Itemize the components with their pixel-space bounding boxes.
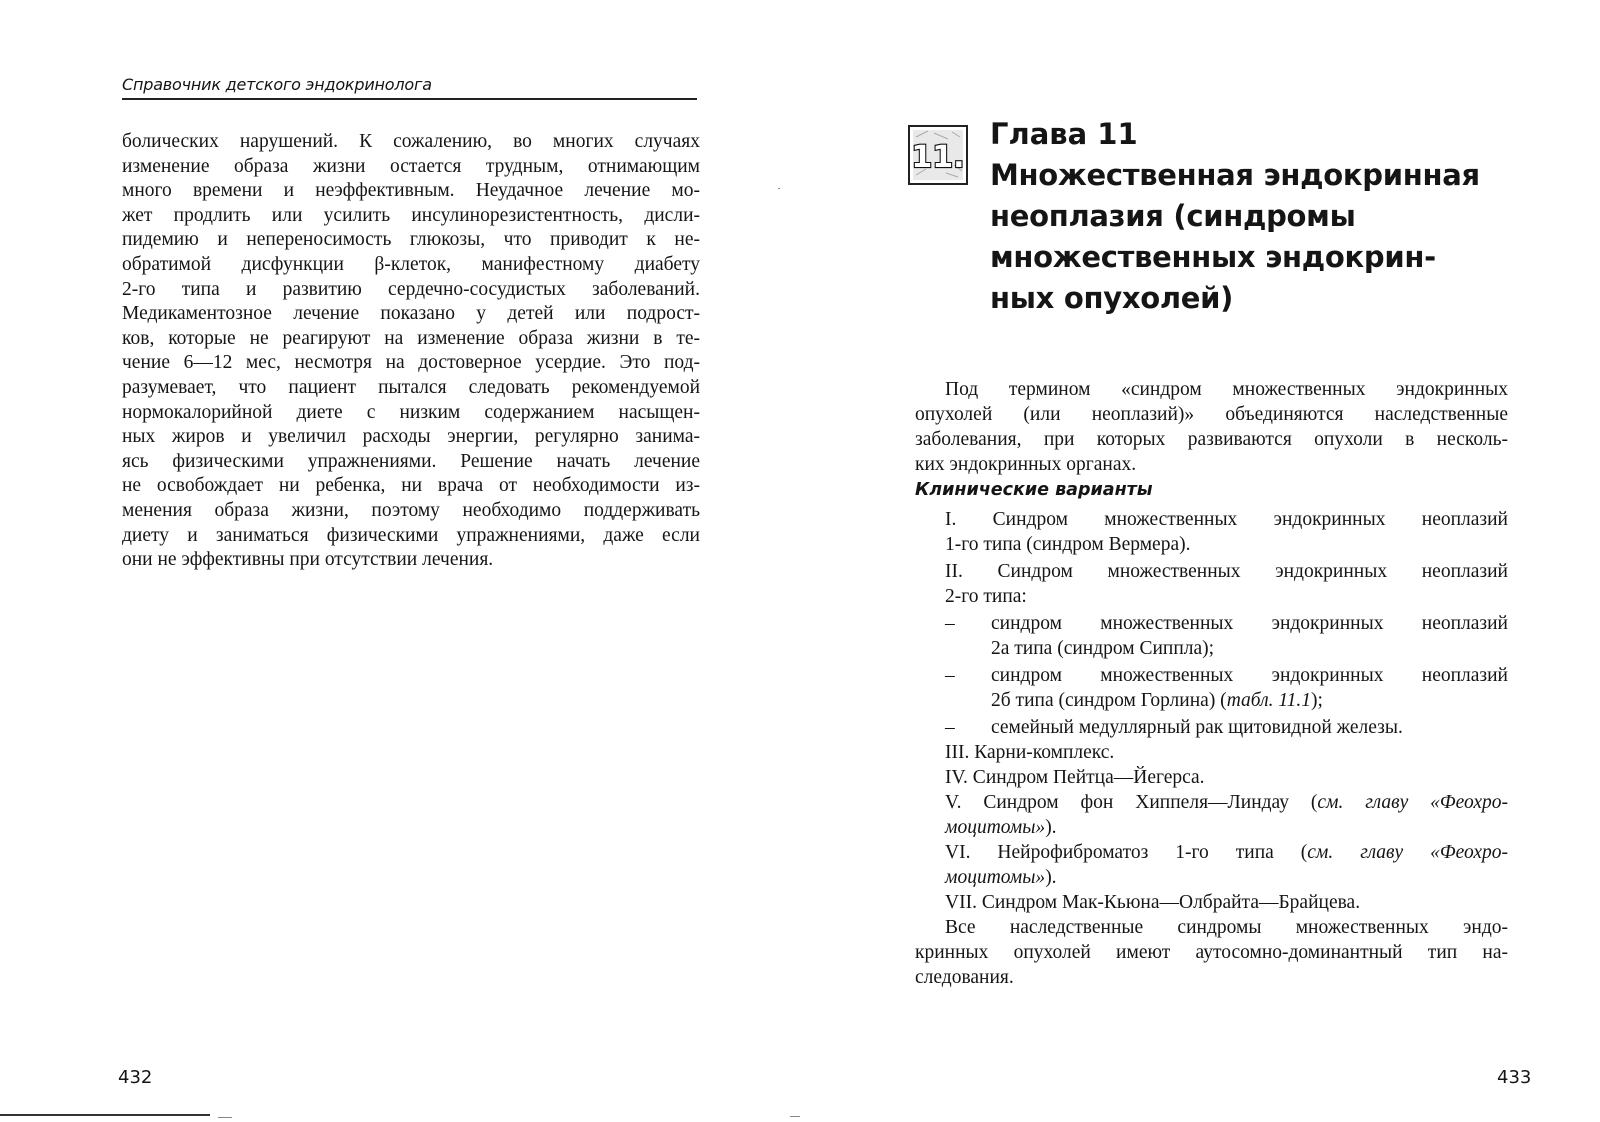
body-line: ков, которые не реагируют на изменение образа жизни в те- <box>122 327 700 349</box>
chapter-title-line: неоплазия (синдромы <box>990 199 1356 233</box>
body-line: пидемию и непереносимость глюкозы, что приводит к не- <box>122 229 700 251</box>
list-item-iv: IV. Синдром Пейтца—Йегерса. <box>945 767 1205 788</box>
chapter-badge-number: 11. <box>911 140 965 175</box>
chapter-reference: см. главу «Феохро- <box>1317 792 1509 813</box>
sublist-text: семейный медуллярный рак щитовидной железы. <box>991 717 1403 738</box>
chapter-title-line: Множественная эндокринная <box>990 158 1480 192</box>
body-line: менения образа жизни, поэтому необходимо поддерживать <box>122 499 700 521</box>
left-page-body <box>122 130 700 573</box>
intro-line: ких эндокринных органах. <box>915 454 1137 475</box>
right-page-body <box>915 377 1508 990</box>
body-line: изменение образа жизни остается трудным, отнимающим <box>122 155 700 177</box>
chapter-reference: моцитомы» <box>945 817 1046 838</box>
body-line: жет продлить или усилить инсулинорезистентность, дисли- <box>122 204 700 226</box>
body-line: диету и заниматься физическими упражнениями, даже если <box>122 524 700 546</box>
dash-marker: – <box>945 717 955 738</box>
body-line: обратимой дисфункции β-клеток, манифестному диабету <box>122 253 700 275</box>
body-line: Медикаментозное лечение показано у детей или подрост- <box>122 303 700 325</box>
text-run: V. Синдром фон Хиппеля—Линдау ( <box>945 792 1318 813</box>
page-number-left: 432 <box>118 1067 153 1088</box>
list-item-vii: VII. Синдром Мак-Кьюна—Олбрайта—Брайцева. <box>945 892 1361 913</box>
sublist-item-2b <box>915 663 1508 688</box>
text-run: 2б типа (синдром Горлина) ( <box>991 690 1227 711</box>
intro-line: опухолей (или неоплазий)» объединяются наследственные <box>915 404 1508 425</box>
sublist-item-2a-cont: 2а типа (синдром Сиппла); <box>991 638 1215 659</box>
text-run: ). <box>1045 867 1057 888</box>
body-line: ных жиров и увеличил расходы энергии, регулярно занима- <box>122 426 700 448</box>
closing-line: кринных опухолей имеют аутосомно-доминантный тип на- <box>915 942 1508 963</box>
running-header: Справочник детского эндокринолога <box>122 75 432 94</box>
dash-marker: – <box>945 613 955 634</box>
table-reference: табл. 11.1 <box>1226 690 1312 711</box>
list-item-i-cont: 1-го типа (синдром Вермера). <box>945 534 1191 555</box>
body-line: ясь физическими упражнениями. Решение начать лечение <box>122 450 700 472</box>
closing-line: следования. <box>915 967 1014 988</box>
list-item-iii: III. Карни-комплекс. <box>945 742 1115 763</box>
list-item-v <box>915 790 1508 815</box>
list-item-i: I. Синдром множественных эндокринных неоплазий <box>945 509 1508 530</box>
list-item-ii: II. Синдром множественных эндокринных неоплазий <box>945 561 1508 582</box>
sublist-text: синдром множественных эндокринных неоплазий <box>991 665 1508 686</box>
sublist-item-2a <box>915 611 1508 636</box>
scan-edge-line <box>0 1114 210 1116</box>
text-run: VI. Нейрофиброматоз 1-го типа ( <box>945 842 1308 863</box>
body-line: болических нарушений. К сожалению, во многих случаях <box>122 131 700 152</box>
chapter-number-badge <box>908 125 968 185</box>
body-line: 2-го типа и развитию сердечно-сосудистых заболеваний. <box>122 278 700 300</box>
scan-speck <box>778 188 780 189</box>
header-rule <box>122 98 697 100</box>
page-number-right: 433 <box>1497 1067 1532 1088</box>
body-line: чение 6—12 мес, несмотря на достоверное усердие. Это под- <box>122 352 700 374</box>
chapter-label: Глава 11 <box>990 117 1138 151</box>
body-line: много времени и неэффективным. Неудачное лечение мо- <box>122 180 700 202</box>
list-item-v-cont <box>915 815 1508 840</box>
dash-marker: – <box>945 665 955 686</box>
intro-line: заболевания, при которых развиваются опухоли в несколь- <box>915 429 1508 450</box>
text-run: ). <box>1045 817 1057 838</box>
sublist-item-2b-cont <box>915 688 1508 713</box>
sublist-item-fmtc <box>915 715 1508 740</box>
body-line: они не эффективны при отсутствии лечения. <box>122 549 494 571</box>
intro-line: Под термином «синдром множественных эндокринных <box>945 379 1508 400</box>
sublist-text: синдром множественных эндокринных неоплазий <box>991 613 1508 634</box>
chapter-title <box>990 155 1530 319</box>
chapter-reference: см. главу «Феохро- <box>1307 842 1508 863</box>
scan-speck <box>790 1116 800 1117</box>
text-run: ); <box>1311 690 1323 711</box>
list-item-vi <box>915 840 1508 865</box>
scan-speck <box>218 1117 232 1118</box>
list-item-vi-cont <box>915 865 1508 890</box>
chapter-title-line: ных опухолей) <box>990 281 1234 315</box>
closing-line: Все наследственные синдромы множественных эндо- <box>945 917 1508 938</box>
list-item-ii-cont: 2-го типа: <box>945 586 1027 607</box>
body-line: не освобождает ни ребенка, ни врача от необходимости из- <box>122 475 700 497</box>
chapter-title-line: множественных эндокрин- <box>990 240 1436 274</box>
body-line: разумевает, что пациент пытался следовать рекомендуемой <box>122 376 700 398</box>
body-line: нормокалорийной диете с низким содержанием насыщен- <box>122 401 700 423</box>
section-subheading: Клинические варианты <box>915 480 1153 500</box>
chapter-reference: моцитомы» <box>945 867 1046 888</box>
